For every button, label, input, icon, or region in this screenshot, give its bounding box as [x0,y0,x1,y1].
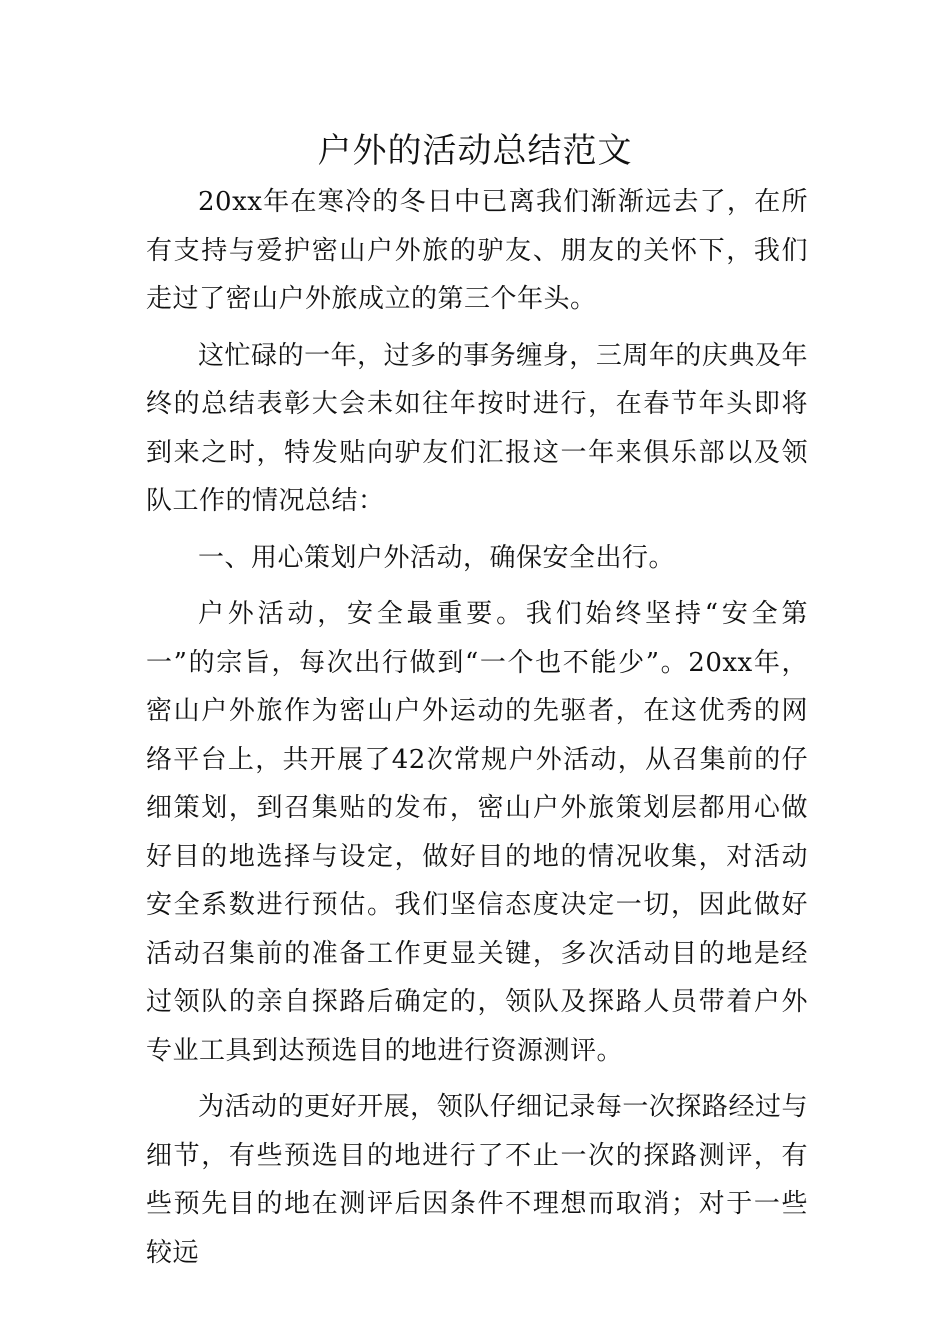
paragraph-summary-notice: 这忙碌的一年，过多的事务缠身，三周年的庆典及年终的总结表彰大会未如往年按时进行，在春节年头即将到来之时，特发贴向驴友们汇报这一年来俱乐部以及领队工作的情况总结： [146,340,808,516]
document-body [146,178,808,1285]
paragraph-scouting: 为活动的更好开展，领队仔细记录每一次探路经过与细节，有些预选目的地进行了不止一次的探路测评，有些预先目的地在测评后因条件不理想而取消；对于一些较远 [146,1092,808,1268]
document-title: 户外的活动总结范文 [317,131,633,171]
paragraph-safety: 户外活动，安全最重要。我们始终坚持“安全第一”的宗旨，每次出行做到“一个也不能少”。20xx年，密山户外旅作为密山户外运动的先驱者，在这优秀的网络平台上，共开展了42次常规户外活动，从召集前的仔细策划，到召集贴的发布，密山户外旅策划层都用心做好目的地选择与设定，做好目的地的情况收集，对活动安全系数进行预估。我们坚信态度决定一切，因此做好活动召集前的准备工作更显关键，多次活动目的地是经过领队的亲自探路后确定的，领队及探路人员带着户外专业工具到达预选目的地进行资源测评。 [146,599,808,1066]
paragraph-intro: 20xx年在寒冷的冬日中已离我们渐渐远去了，在所有支持与爱护密山户外旅的驴友、朋友的关怀下，我们走过了密山户外旅成立的第三个年头。 [146,187,808,314]
section-heading-1: 一、用心策划户外活动，确保安全出行。 [198,542,676,573]
